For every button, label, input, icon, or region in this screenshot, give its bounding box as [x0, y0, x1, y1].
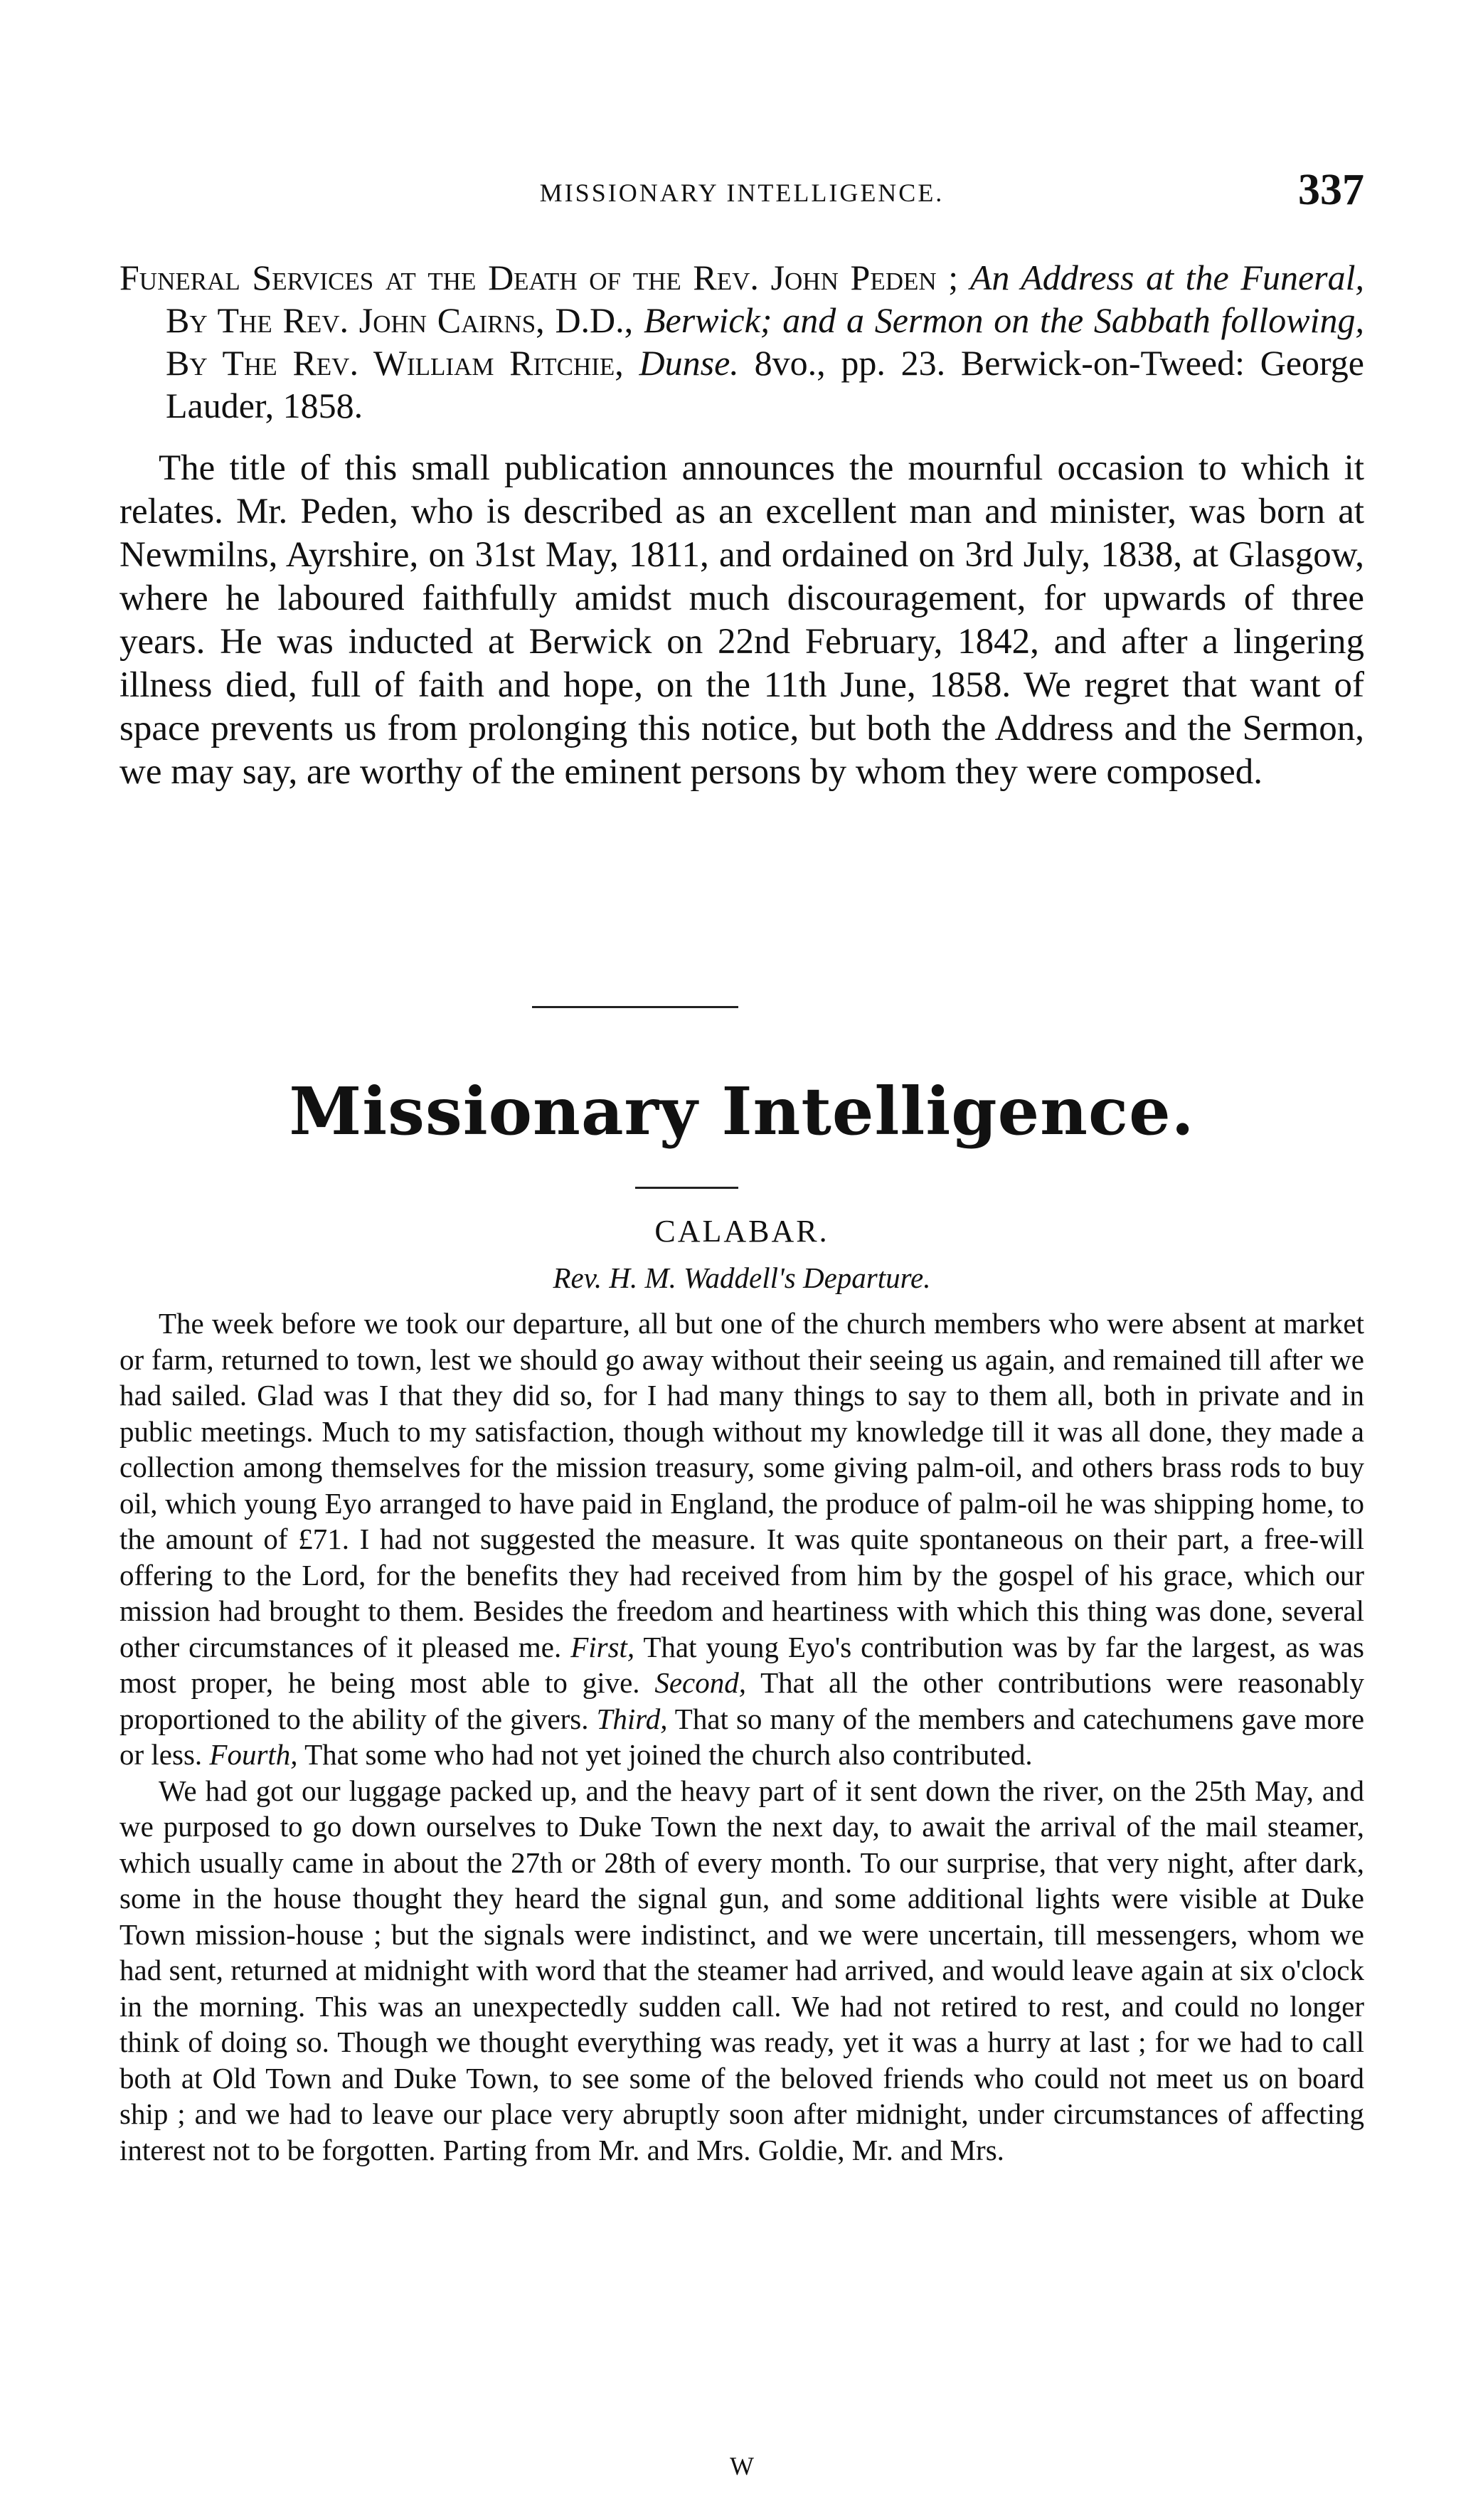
second-text: That all the other contributions were reasonably proportioned to the ability of the givers. — [119, 1666, 1364, 1735]
page-number: 337 — [1298, 166, 1364, 214]
first-text: That young Eyo's contribution was by far the largest, as was most proper, he being most able to give. — [119, 1630, 1365, 1699]
signature-mark: W — [730, 2452, 754, 2480]
section-rule-bottom — [635, 1187, 738, 1189]
third-label: Third, — [596, 1702, 668, 1735]
page — [119, 0, 1364, 2520]
section-title: Missionary Intelligence. — [289, 1073, 1195, 1150]
running-title: MISSIONARY INTELLIGENCE. — [539, 179, 945, 207]
review-author-cairns: By The Rev. John Cairns, D.D., — [166, 300, 634, 340]
review-part-sermon: Berwick; and a Sermon on the Sabbath following, — [643, 300, 1364, 340]
article-paragraph-1 — [119, 1306, 1364, 1773]
fourth-label: Fourth, — [209, 1738, 298, 1771]
review-part-address: An Address at the Funeral, — [969, 258, 1365, 297]
article-subheading: Rev. H. M. Waddell's Departure. — [553, 1261, 931, 1294]
article-heading: CALABAR. — [654, 1214, 829, 1249]
review-body: The title of this small publication announces the mournful occasion to which it relates. Mr. Peden, who is described as an excellent man and minister, was born at Newmilns, Ayrshire, on 31st May, 1811, and ordained on 3rd July, 1838, at Glasgow, where he laboured faithfully amidst much discouragement, for upwards of three years. He was inducted at Berwick on 22nd February, 1842, and after a lingering illness died, full of faith and hope, on the 11th June, 1858. We regret that want of space prevents us from prolonging this notice, but both the Address and the Sermon, we may say, are worthy of the eminent persons by whom they were composed. — [119, 448, 1364, 792]
first-label: First, — [570, 1630, 635, 1663]
section-rule-top — [532, 1006, 738, 1008]
article-body — [119, 1306, 1364, 2168]
article-paragraph-2: We had got our luggage packed up, and the heavy part of it sent down the river, on the 25th May, and we purposed to go down ourselves to Duke Town the next day, to await the arrival of the mail steamer, which usually came in about the 27th or 28th of every month. To our surprise, that very night, after dark, some in the house thought they heard the signal gun, and some additional lights were visible at Duke Town mission-house ; but the signals were indistinct, and we were uncertain, till messengers, whom we had sent, returned at midnight with word that the steamer had arrived, and would leave again at six o'clock in the morning. This was an unexpectedly sudden call. We had not retired to rest, and could no longer think of doing so. Though we thought everything was ready, yet it was a hurry at last ; for we had to call both at Old Town and Duke Town, to see some of the beloved friends who could not meet us on board ship ; and we had to leave our place very abruptly soon after midnight, under circumstances of affecting interest not to be forgotten. Parting from Mr. and Mrs. Goldie, Mr. and Mrs. — [119, 1774, 1364, 2166]
fourth-text: That some who had not yet joined the church also contributed. — [304, 1738, 1033, 1771]
third-text: That so many of the members and catechumens gave more or less. — [119, 1702, 1365, 1771]
review-place-dunse: Dunse. — [639, 343, 739, 383]
review-author-ritchie: By The Rev. William Ritchie, — [166, 343, 624, 383]
book-review — [119, 256, 1364, 794]
review-imprint: 8vo., pp. 23. Berwick-on-Tweed: George Lauder, 1858. — [166, 343, 1364, 425]
paragraph-1-text: The week before we took our departure, all but one of the church members who were absent at market or farm, returned to town, lest we should go away without their seeing us again, and remained till after we had sailed. Glad was I that they did so, for I had many things to say to them all, both in private and in public meetings. Much to my satisfaction, though without my knowledge till it was all done, they made a collection among themselves for the mission treasury, some giving palm-oil, and others brass rods to buy oil, which young Eyo arranged to have paid in England, the produce of palm-oil he was shipping home, to the amount of £71. I had not suggested the measure. It was quite spontaneous on their part, a free-will offering to the Lord, for the benefits they had received from him by the gospel of his grace, which our mission had brought to them. Besides the freedom and heartiness with which this thing was done, several other circumstances of it pleased me. — [119, 1307, 1364, 1663]
running-head — [119, 165, 1364, 222]
review-title: Funeral Services at the Death of the Rev. John Peden ; — [119, 258, 959, 297]
second-label: Second, — [654, 1666, 747, 1699]
review-heading — [119, 256, 1364, 427]
